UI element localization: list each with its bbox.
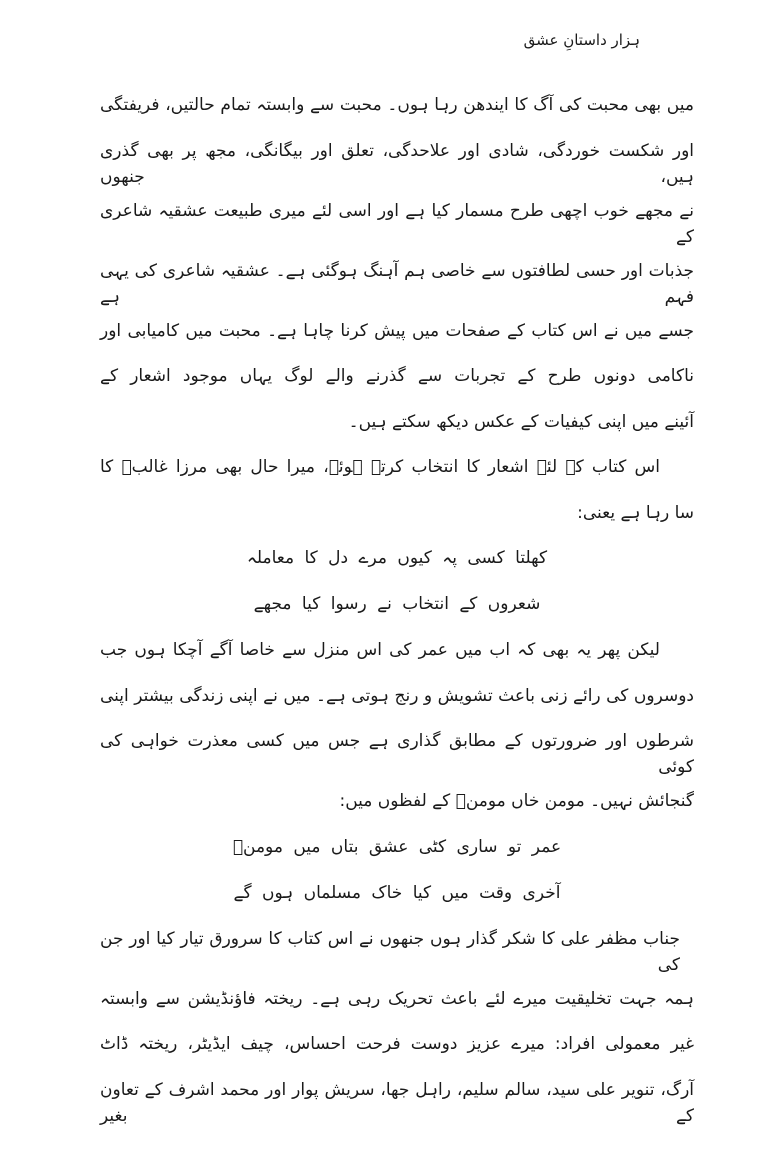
- text-line: دوسروں کی رائے زنی باعث تشویش و رنج ہوتی ہے۔ میں نے اپنی زندگی بیشتر اپنی: [100, 685, 694, 706]
- text-line: شرطوں اور ضرورتوں کے مطابق گذاری ہے جس میں کسی معذرت خواہی کی کوئی: [100, 731, 694, 777]
- verse-line: کھلتا کسی پہ کیوں مرے دل کا معاملہ: [246, 548, 548, 568]
- text-line: میں بھی محبت کی آگ کا ایندھن رہا ہوں۔ محبت سے وابستہ تمام حالتیں، فریفتگی: [100, 95, 694, 115]
- text-line: سا رہا ہے یعنی:: [577, 502, 694, 523]
- text-line: ہمہ جہت تخلیقیت میرے لئے باعث تحریک رہی ہے۔ ریختہ فاؤنڈیشن سے وابستہ: [100, 988, 694, 1009]
- running-header: ہزار داستانِ عشق: [523, 31, 640, 49]
- verse-line: عمر تو ساری کٹی عشق بتاں میں مومنؔ: [232, 836, 562, 857]
- text-line: جناب مظفر علی کا شکر گذار ہوں جنھوں نے اس کتاب کا سرورق تیار کیا اور جن کی: [100, 928, 680, 975]
- text-line: گنجائش نہیں۔ مومن خاں مومنؔ کے لفظوں میں:: [339, 791, 694, 811]
- text-line: نے مجھے خوب اچھی طرح مسمار کیا ہے اور اسی لئے میری طبیعت عشقیہ شاعری کے: [100, 200, 694, 247]
- text-line: اور شکست خوردگی، شادی اور علاحدگی، تعلق اور بیگانگی، مجھ پر بھی گذری ہیں، جنھوں: [100, 140, 694, 187]
- text-line: ناکامی دونوں طرح کے تجربات سے گذرنے والے لوگ یہاں موجود اشعار کے: [100, 366, 694, 386]
- text-line: جذبات اور حسی لطافتوں سے خاصی ہم آہنگ ہوگئی ہے۔ عشقیہ شاعری کی یہی فہم ہے: [100, 260, 694, 307]
- text-line: جسے میں نے اس کتاب کے صفحات میں پیش کرنا چاہا ہے۔ محبت میں کامیابی اور: [100, 320, 694, 341]
- verse-line: شعروں کے انتخاب نے رسوا کیا مجھے: [253, 594, 541, 614]
- text-line: اس کتاب کے لئے اشعار کا انتخاب کرتے ہوئے، میرا حال بھی مرزا غالبؔ کا: [100, 457, 660, 477]
- verse-line: آخری وقت میں کیا خاک مسلماں ہوں گے: [233, 882, 561, 903]
- text-line: آرگ، تنویر علی سید، سالم سلیم، راہل جھا، سریش پوار اور محمد اشرف کے تعاون کے بغیر: [100, 1079, 694, 1126]
- text-line: لیکن پھر یہ بھی کہ اب میں عمر کی اس منزل سے خاصا آگے آچکا ہوں جب: [100, 640, 660, 660]
- text-line: غیر معمولی افراد: میرے عزیز دوست فرحت احساس، چیف ایڈیٹر، ریختہ ڈاٹ: [100, 1034, 694, 1054]
- text-line: آئینے میں اپنی کیفیات کے عکس دیکھ سکتے ہیں۔: [348, 411, 694, 432]
